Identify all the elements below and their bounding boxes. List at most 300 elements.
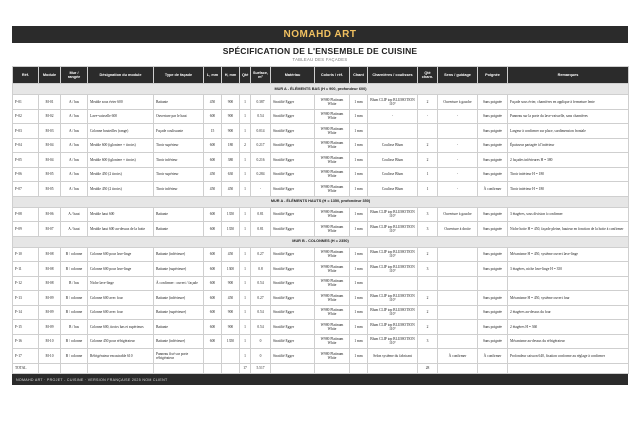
- table-cell: Blum CLIP top BLUMOTION 110°: [368, 222, 418, 237]
- table-cell: Stratifié Egger: [271, 276, 315, 291]
- section-label: MUR B - COLONNES (H = 2350): [13, 236, 629, 247]
- table-cell: B / colonne: [61, 247, 88, 262]
- table-cell: 450: [204, 95, 222, 110]
- total-cell: [204, 363, 222, 373]
- table-cell: Colonne 600 pour lave-linge: [88, 247, 154, 262]
- table-cell: Façade sous évier, charnières en applique à fermeture lente: [508, 95, 629, 110]
- table-cell: Sans poignée: [478, 247, 508, 262]
- table-cell: Sans poignée: [478, 109, 508, 124]
- table-cell: 900: [222, 305, 240, 320]
- column-header: Réf.: [13, 67, 39, 84]
- table-cell: W980 Platinum White: [315, 207, 350, 222]
- table-cell: W980 Platinum White: [315, 320, 350, 335]
- table-cell: 900: [222, 109, 240, 124]
- table-cell: Meuble 450 (2 tiroirs): [88, 182, 154, 197]
- table-cell: -: [438, 138, 478, 153]
- table-cell: Stratifié Egger: [271, 262, 315, 277]
- table-cell: W980 Platinum White: [315, 153, 350, 168]
- table-cell: Tiroir inférieur: [154, 153, 204, 168]
- table-cell: W980 Platinum White: [315, 95, 350, 110]
- table-cell: -: [418, 109, 438, 124]
- table-row: [13, 262, 629, 277]
- table-cell: 1 mm: [350, 153, 368, 168]
- table-cell: 1: [240, 334, 251, 349]
- table-cell: Stratifié Egger: [271, 305, 315, 320]
- total-cell: [438, 363, 478, 373]
- table-cell: Sans poignée: [478, 320, 508, 335]
- table-cell: 1350: [222, 207, 240, 222]
- table-cell: [438, 305, 478, 320]
- table-cell: Tiroir supérieur: [154, 138, 204, 153]
- table-cell: 0.27: [251, 247, 271, 262]
- table-cell: Sans poignée: [478, 153, 508, 168]
- table-cell: 0.54: [251, 305, 271, 320]
- table-cell: 1: [240, 305, 251, 320]
- table-cell: [438, 334, 478, 349]
- table-cell: 1 mm: [350, 182, 368, 197]
- table-cell: Blum CLIP top BLUMOTION 110°: [368, 95, 418, 110]
- table-cell: W980 Platinum White: [315, 247, 350, 262]
- table-cell: F-17: [13, 349, 39, 364]
- table-cell: Stratifié Egger: [271, 138, 315, 153]
- table-cell: Sans poignée: [478, 124, 508, 139]
- table-cell: Meuble 600 (igloniere + tiroirs): [88, 138, 154, 153]
- table-cell: F-04: [13, 138, 39, 153]
- table-cell: À confirmer: [478, 349, 508, 364]
- table-cell: 1: [418, 167, 438, 182]
- table-cell: 1 mm: [350, 124, 368, 139]
- column-header: Mur / rangée: [61, 67, 88, 84]
- table-cell: Battante: [154, 207, 204, 222]
- table-cell: A / haut: [61, 222, 88, 237]
- table-cell: M-05: [39, 167, 61, 182]
- table-cell: F-08: [13, 207, 39, 222]
- table-cell: 600: [204, 262, 222, 277]
- table-cell: Meuble 600 (igloniere + tiroirs): [88, 153, 154, 168]
- table-cell: 2: [418, 95, 438, 110]
- table-cell: Stratifié Egger: [271, 334, 315, 349]
- table-cell: F-02: [13, 109, 39, 124]
- table-cell: 0.27: [251, 291, 271, 306]
- brand-banner: NOMAHD ART: [12, 26, 628, 43]
- table-cell: 600: [204, 153, 222, 168]
- table-cell: Niche hotte H = 450, façade pleine, hauteur en fonction de la hotte à confirmer: [508, 222, 629, 237]
- table-cell: 2: [418, 291, 438, 306]
- table-cell: Battante (inférieure): [154, 334, 204, 349]
- table-header-row: [13, 67, 629, 84]
- table-cell: Sans poignée: [478, 207, 508, 222]
- table-row: [13, 222, 629, 237]
- table-cell: F-05: [13, 153, 39, 168]
- table-row: [13, 124, 629, 139]
- table-cell: 900: [222, 95, 240, 110]
- table-cell: Niche lave-linge: [88, 276, 154, 291]
- table-cell: 450: [204, 167, 222, 182]
- table-cell: 900: [222, 320, 240, 335]
- table-cell: Colonne 600 avec four: [88, 305, 154, 320]
- total-cell: [508, 363, 629, 373]
- table-cell: Stratifié Egger: [271, 167, 315, 182]
- table-cell: Selon système du fabricant: [368, 349, 418, 364]
- table-cell: 1: [240, 262, 251, 277]
- table-cell: Coulisse Blum: [368, 138, 418, 153]
- table-cell: Panneau fixé sur porte réfrigérateur: [154, 349, 204, 364]
- total-cell: 5.517: [251, 363, 271, 373]
- table-cell: 3: [418, 207, 438, 222]
- table-cell: W980 Platinum White: [315, 334, 350, 349]
- table-cell: 1 mm: [350, 167, 368, 182]
- section-row: [13, 84, 629, 95]
- table-cell: [204, 349, 222, 364]
- page-footer: NOMAHD ART · PROJET - CUISINE · VERSION FRANÇAISE 2025 NOM CLIENT: [12, 374, 628, 385]
- table-cell: 3 étagères, niche lave-linge H = 350: [508, 262, 629, 277]
- section-label: MUR A - ÉLÉMENTS BAS (H = 900, profondeur 600): [13, 84, 629, 95]
- table-cell: Ouverture à gauche: [438, 95, 478, 110]
- table-cell: B / colonne: [61, 349, 88, 364]
- table-cell: 1: [240, 222, 251, 237]
- table-cell: 1: [240, 291, 251, 306]
- table-cell: 1: [240, 247, 251, 262]
- table-row: [13, 138, 629, 153]
- table-cell: 0.54: [251, 109, 271, 124]
- spec-table: [12, 66, 629, 374]
- table-cell: M-09: [39, 291, 61, 306]
- column-header: Matériau: [271, 67, 315, 84]
- table-cell: 1: [240, 124, 251, 139]
- table-cell: 600: [204, 207, 222, 222]
- table-cell: F-09: [13, 222, 39, 237]
- total-cell: TOTAL: [13, 363, 39, 373]
- table-cell: -: [438, 167, 478, 182]
- table-cell: 2: [418, 153, 438, 168]
- table-cell: 0.8: [251, 262, 271, 277]
- table-cell: [222, 349, 240, 364]
- table-cell: 600: [204, 334, 222, 349]
- table-cell: -: [438, 182, 478, 197]
- table-cell: Stratifié Egger: [271, 207, 315, 222]
- table-row: [13, 349, 629, 364]
- table-cell: 0.014: [251, 124, 271, 139]
- table-cell: [438, 247, 478, 262]
- table-cell: Tiroir inférieur: [154, 182, 204, 197]
- table-cell: 15: [204, 124, 222, 139]
- table-cell: 1: [418, 182, 438, 197]
- table-cell: F-11: [13, 262, 39, 277]
- table-cell: B / colonne: [61, 305, 88, 320]
- table-cell: 2 étagères H = 360: [508, 320, 629, 335]
- table-cell: M-04: [39, 138, 61, 153]
- table-cell: W980 Platinum White: [315, 291, 350, 306]
- table-cell: 600: [204, 305, 222, 320]
- column-header: Poignée: [478, 67, 508, 84]
- table-cell: Stratifié Egger: [271, 349, 315, 364]
- table-cell: B / colonne: [61, 291, 88, 306]
- table-cell: W980 Platinum White: [315, 182, 350, 197]
- table-cell: 0.54: [251, 276, 271, 291]
- table-cell: 0.54: [251, 320, 271, 335]
- table-cell: W980 Platinum White: [315, 305, 350, 320]
- table-cell: Blum CLIP top BLUMOTION 110°: [368, 305, 418, 320]
- table-cell: Largeur à confirmer sur place, surdimension frontale: [508, 124, 629, 139]
- table-cell: Coulisse Blum: [368, 167, 418, 182]
- table-cell: 2 façades inférieures H = 380: [508, 153, 629, 168]
- table-cell: Coulisse Blum: [368, 182, 418, 197]
- table-cell: Colonne bouteilles (range): [88, 124, 154, 139]
- table-cell: Battante (supérieure): [154, 262, 204, 277]
- table-row: [13, 247, 629, 262]
- table-cell: 1: [240, 167, 251, 182]
- section-row: [13, 236, 629, 247]
- table-row: [13, 95, 629, 110]
- table-cell: Tiroir intérieur H = 180: [508, 182, 629, 197]
- total-cell: [478, 363, 508, 373]
- section-row: [13, 196, 629, 207]
- table-cell: M-08: [39, 276, 61, 291]
- total-cell: [88, 363, 154, 373]
- table-cell: 1 mm: [350, 222, 368, 237]
- table-cell: 2: [418, 320, 438, 335]
- table-cell: Stratifié Egger: [271, 124, 315, 139]
- table-cell: 1 mm: [350, 247, 368, 262]
- table-cell: M-07: [39, 222, 61, 237]
- table-row: [13, 305, 629, 320]
- table-cell: F-07: [13, 182, 39, 197]
- table-cell: 1 mm: [350, 138, 368, 153]
- table-cell: F-16: [13, 334, 39, 349]
- table-cell: Colonne 600 avec four: [88, 291, 154, 306]
- table-cell: M-03: [39, 124, 61, 139]
- table-cell: 0.216: [251, 153, 271, 168]
- table-cell: W980 Platinum White: [315, 276, 350, 291]
- table-cell: [418, 276, 438, 291]
- table-cell: 1 mm: [350, 95, 368, 110]
- table-cell: Colonne 450 pour réfrigérateur: [88, 334, 154, 349]
- table-cell: 1 mm: [350, 109, 368, 124]
- total-cell: [39, 363, 61, 373]
- table-cell: W980 Platinum White: [315, 262, 350, 277]
- table-cell: 1: [240, 95, 251, 110]
- table-cell: [508, 276, 629, 291]
- table-cell: Sans poignée: [478, 222, 508, 237]
- table-cell: Stratifié Egger: [271, 95, 315, 110]
- table-cell: A / bas: [61, 138, 88, 153]
- table-cell: À confirmer : ouvert / façade: [154, 276, 204, 291]
- table-cell: [438, 124, 478, 139]
- table-cell: Panneau sur la porte du lave-vaisselle, sans charnières: [508, 109, 629, 124]
- table-cell: Tiroir intérieur H = 180: [508, 167, 629, 182]
- column-header: Désignation du module: [88, 67, 154, 84]
- table-cell: Battante (supérieure): [154, 305, 204, 320]
- table-cell: [418, 124, 438, 139]
- table-cell: 180: [222, 138, 240, 153]
- table-cell: Colonne 600, tiroirs bas et supérieurs: [88, 320, 154, 335]
- table-cell: 3: [418, 334, 438, 349]
- table-cell: A / bas: [61, 95, 88, 110]
- table-cell: Épaisseur partagée à l'intérieur: [508, 138, 629, 153]
- table-cell: M-04: [39, 153, 61, 168]
- table-cell: 2: [418, 305, 438, 320]
- table-cell: 450: [222, 291, 240, 306]
- total-cell: [368, 363, 418, 373]
- table-cell: A / bas: [61, 153, 88, 168]
- table-cell: 1: [240, 349, 251, 364]
- table-cell: 450: [222, 247, 240, 262]
- table-cell: 630: [222, 167, 240, 182]
- table-cell: 600: [204, 320, 222, 335]
- table-cell: M-02: [39, 109, 61, 124]
- table-cell: À confirmer: [478, 182, 508, 197]
- total-row: [13, 363, 629, 373]
- table-row: [13, 167, 629, 182]
- table-cell: M-09: [39, 320, 61, 335]
- table-cell: M-10: [39, 349, 61, 364]
- table-cell: M-10: [39, 334, 61, 349]
- total-cell: 28: [418, 363, 438, 373]
- table-cell: 2: [418, 247, 438, 262]
- table-cell: [438, 262, 478, 277]
- table-cell: Mécanisme H = 450, système ouvert four: [508, 291, 629, 306]
- table-cell: -: [438, 109, 478, 124]
- table-cell: [478, 276, 508, 291]
- table-cell: Stratifié Egger: [271, 291, 315, 306]
- table-cell: Stratifié Egger: [271, 247, 315, 262]
- table-cell: Stratifié Egger: [271, 222, 315, 237]
- table-cell: Sans poignée: [478, 167, 508, 182]
- table-cell: Sans poignée: [478, 291, 508, 306]
- column-header: L, mm: [204, 67, 222, 84]
- table-row: [13, 153, 629, 168]
- table-cell: Lave-vaisselle 600: [88, 109, 154, 124]
- table-cell: -: [368, 109, 418, 124]
- table-cell: [418, 349, 438, 364]
- table-row: [13, 109, 629, 124]
- table-cell: W980 Platinum White: [315, 167, 350, 182]
- table-cell: 450: [222, 182, 240, 197]
- table-cell: Sans poignée: [478, 95, 508, 110]
- table-cell: Mécanisme au-dessus du réfrigérateur: [508, 334, 629, 349]
- table-cell: 1350: [222, 334, 240, 349]
- table-cell: Façade coulissante: [154, 124, 204, 139]
- table-cell: 0.387: [251, 95, 271, 110]
- table-cell: 1300: [222, 262, 240, 277]
- table-cell: B / bas: [61, 276, 88, 291]
- table-cell: 1350: [222, 222, 240, 237]
- document-title: SPÉCIFICATION DE L'ENSEMBLE DE CUISINE: [222, 46, 418, 56]
- table-cell: 600: [204, 138, 222, 153]
- table-cell: -: [438, 153, 478, 168]
- table-cell: W980 Platinum White: [315, 349, 350, 364]
- table-cell: 1 mm: [350, 291, 368, 306]
- total-cell: [315, 363, 350, 373]
- table-cell: Meuble haut 600 au-dessus de la hotte: [88, 222, 154, 237]
- table-cell: Meuble haut 600: [88, 207, 154, 222]
- table-cell: 2: [240, 138, 251, 153]
- total-cell: [222, 363, 240, 373]
- table-cell: W980 Platinum White: [315, 138, 350, 153]
- table-cell: Sans poignée: [478, 305, 508, 320]
- total-cell: [350, 363, 368, 373]
- table-cell: 900: [222, 276, 240, 291]
- table-cell: Battante: [154, 222, 204, 237]
- table-row: [13, 291, 629, 306]
- table-cell: Stratifié Egger: [271, 109, 315, 124]
- table-cell: [438, 320, 478, 335]
- document-page: [12, 26, 628, 382]
- total-cell: [61, 363, 88, 373]
- table-cell: 600: [204, 291, 222, 306]
- column-header: Sens / guidage: [438, 67, 478, 84]
- table-cell: F-03: [13, 124, 39, 139]
- table-cell: 3: [418, 262, 438, 277]
- column-header: Remarques: [508, 67, 629, 84]
- table-cell: 1 mm: [350, 276, 368, 291]
- column-header: H, mm: [222, 67, 240, 84]
- table-cell: A / bas: [61, 124, 88, 139]
- table-cell: 1: [240, 182, 251, 197]
- table-cell: -: [251, 182, 271, 197]
- table-cell: 0.284: [251, 167, 271, 182]
- table-cell: 1: [240, 320, 251, 335]
- table-cell: B / colonne: [61, 334, 88, 349]
- table-row: [13, 320, 629, 335]
- total-cell: [271, 363, 315, 373]
- table-cell: Ouverture par le haut: [154, 109, 204, 124]
- table-cell: 0.217: [251, 138, 271, 153]
- table-cell: [368, 124, 418, 139]
- table-cell: 600: [204, 109, 222, 124]
- table-cell: M-05: [39, 182, 61, 197]
- table-cell: Stratifié Egger: [271, 153, 315, 168]
- table-cell: 3 étagères, sous division à confirmer: [508, 207, 629, 222]
- table-row: [13, 182, 629, 197]
- table-cell: 380: [222, 153, 240, 168]
- table-body: [13, 84, 629, 374]
- table-cell: Blum CLIP top BLUMOTION 110°: [368, 247, 418, 262]
- table-cell: Meuble 450 (2 tiroirs): [88, 167, 154, 182]
- column-header: Charnières / coulisses: [368, 67, 418, 84]
- table-cell: Ouverture à droite: [438, 222, 478, 237]
- table-cell: 1: [240, 276, 251, 291]
- table-cell: Sans poignée: [478, 334, 508, 349]
- table-cell: Blum CLIP top BLUMOTION 110°: [368, 334, 418, 349]
- table-cell: 600: [204, 247, 222, 262]
- table-cell: 1 mm: [350, 207, 368, 222]
- table-cell: [438, 276, 478, 291]
- document-subtitle: TABLEAU DES FAÇADES: [292, 57, 348, 62]
- table-cell: M-08: [39, 262, 61, 277]
- table-cell: Tiroir supérieur: [154, 167, 204, 182]
- table-cell: Stratifié Egger: [271, 320, 315, 335]
- table-cell: Ouverture à gauche: [438, 207, 478, 222]
- table-cell: 1: [240, 207, 251, 222]
- total-cell: 17: [240, 363, 251, 373]
- table-cell: Profondeur caisson 640, fixation conforme au réglage à confirmer: [508, 349, 629, 364]
- table-cell: F-10: [13, 247, 39, 262]
- table-cell: Battante (inférieure): [154, 247, 204, 262]
- table-cell: M-09: [39, 305, 61, 320]
- table-cell: F-14: [13, 305, 39, 320]
- table-cell: M-01: [39, 95, 61, 110]
- table-cell: Battante: [154, 95, 204, 110]
- table-cell: A / bas: [61, 167, 88, 182]
- table-cell: Coulisse Blum: [368, 153, 418, 168]
- table-cell: À confirmer: [438, 349, 478, 364]
- table-cell: 1: [240, 109, 251, 124]
- column-header: Module: [39, 67, 61, 84]
- table-cell: 1 mm: [350, 262, 368, 277]
- column-header: Qté: [240, 67, 251, 84]
- table-cell: 600: [204, 222, 222, 237]
